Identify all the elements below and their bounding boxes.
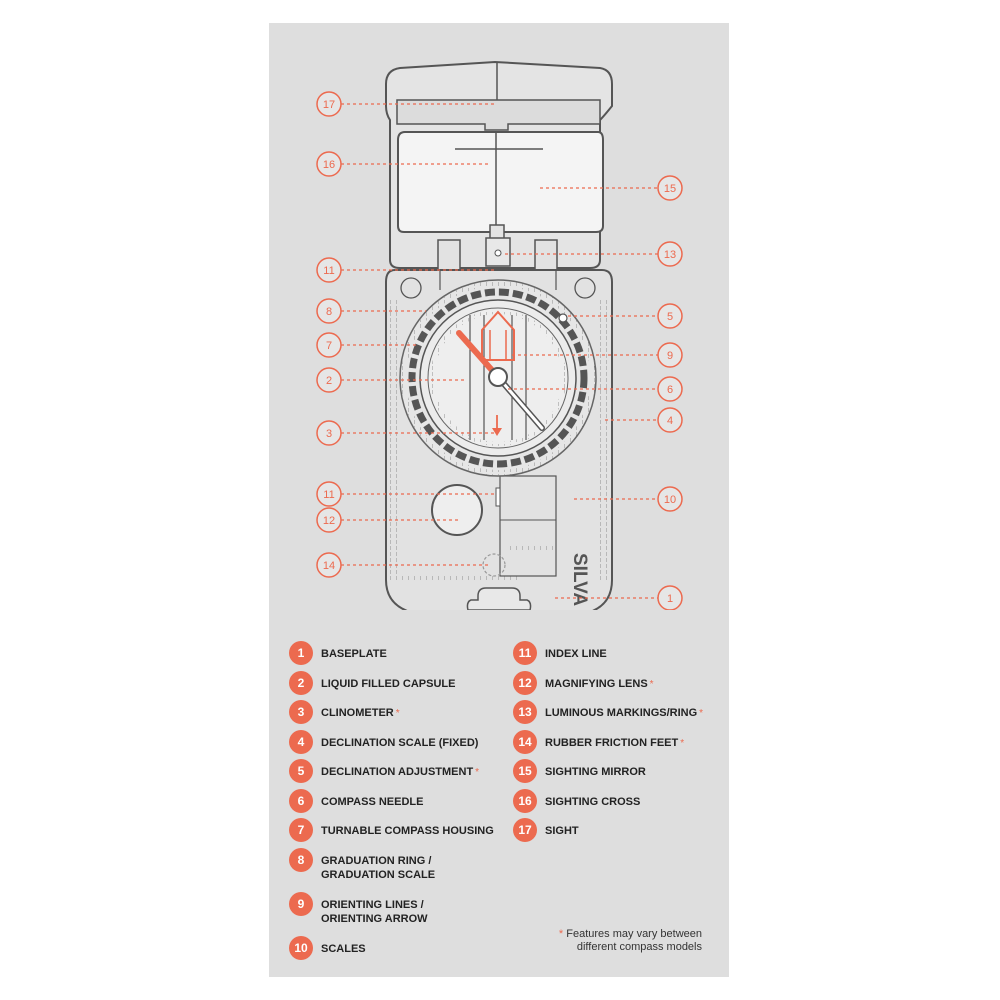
legend-label: SCALES: [321, 943, 366, 955]
callout-3: [317, 421, 341, 445]
callout-14: [317, 553, 341, 577]
legend-item: [513, 671, 654, 695]
legend-label: DECLINATION SCALE (FIXED): [321, 737, 479, 749]
legend-number: 15: [513, 759, 537, 783]
legend-item: [289, 848, 435, 882]
legend-number: 2: [289, 671, 313, 695]
silva-logo: SILVA: [569, 553, 590, 607]
legend-label: DECLINATION ADJUSTMENT *: [321, 766, 480, 778]
legend-number: 8: [289, 848, 313, 872]
svg-text:10: 10: [663, 494, 677, 506]
svg-text:5: 5: [666, 311, 674, 323]
legend-label: CLINOMETER *: [321, 707, 400, 719]
legend-item: [289, 892, 428, 926]
legend-item: [513, 818, 579, 842]
legend-label: INDEX LINE: [545, 648, 607, 660]
callout-17: [317, 92, 341, 116]
legend-number: 13: [513, 700, 537, 724]
callout-11a: [317, 258, 341, 282]
legend-number: 17: [513, 818, 537, 842]
legend-item: [289, 671, 455, 695]
legend-item: [289, 789, 423, 813]
legend-number: 6: [289, 789, 313, 813]
callout-2: [317, 368, 341, 392]
footnote-line1: Features may vary between: [566, 928, 702, 940]
legend-label: RUBBER FRICTION FEET *: [545, 737, 685, 749]
svg-text:11: 11: [323, 265, 335, 277]
compass-housing: [400, 280, 596, 476]
legend-label: LIQUID FILLED CAPSULE: [321, 678, 456, 690]
callout-1: [658, 586, 682, 610]
legend-number: 16: [513, 789, 537, 813]
svg-text:13: 13: [663, 249, 677, 261]
callout-5: [658, 304, 682, 328]
svg-text:2: 2: [325, 375, 333, 387]
callout-13: [658, 242, 682, 266]
legend-label: COMPASS NEEDLE: [321, 796, 424, 808]
svg-text:14: 14: [322, 560, 336, 572]
callout-8: [317, 299, 341, 323]
legend-number: 7: [289, 818, 313, 842]
footnote-line2: different compass models: [576, 941, 702, 953]
legend-number: 12: [513, 671, 537, 695]
legend-number: 3: [289, 700, 313, 724]
svg-text:17: 17: [322, 99, 336, 111]
footnote: [520, 928, 702, 954]
mirror-lid: [386, 62, 612, 270]
callout-9: [658, 343, 682, 367]
legend-label: MAGNIFYING LENS *: [545, 678, 654, 690]
svg-text:6: 6: [666, 384, 674, 396]
legend-number: 4: [289, 730, 313, 754]
legend-item: [289, 936, 366, 960]
callout-15: [658, 176, 682, 200]
svg-text:16: 16: [322, 159, 336, 171]
legend-item: [513, 641, 607, 665]
legend-number: 11: [513, 641, 537, 665]
legend-item: [289, 730, 478, 754]
sighting-mirror: [398, 132, 603, 232]
legend-number: 1: [289, 641, 313, 665]
legend-label: SIGHT: [545, 825, 579, 837]
legend-item: [513, 759, 646, 783]
callout-11b: [317, 482, 341, 506]
legend-label: SIGHTING CROSS: [545, 796, 641, 808]
svg-text:7: 7: [325, 340, 333, 352]
svg-text:9: 9: [666, 350, 674, 362]
callout-6: [658, 377, 682, 401]
legend-item: [513, 700, 703, 724]
callout-7: [317, 333, 341, 357]
callout-16: [317, 152, 341, 176]
legend-number: 10: [289, 936, 313, 960]
svg-text:4: 4: [666, 415, 674, 427]
legend-item: [513, 789, 640, 813]
legend-label: LUMINOUS MARKINGS/RING *: [545, 707, 704, 719]
legend-item: [289, 700, 400, 724]
callout-4: [658, 408, 682, 432]
footnote-star: *: [558, 928, 564, 940]
legend-label: SIGHTING MIRROR: [545, 766, 646, 778]
legend-item: [513, 730, 684, 754]
svg-text:3: 3: [325, 428, 333, 440]
legend-label: GRADUATION RING / GRADUATION SCALE: [321, 855, 436, 881]
legend-item: [289, 818, 494, 842]
legend-label: BASEPLATE: [321, 648, 387, 660]
callout-10: [658, 487, 682, 511]
legend-number: 9: [289, 892, 313, 916]
svg-text:1: 1: [666, 593, 674, 605]
legend-item: [289, 641, 387, 665]
legend-item: [289, 759, 479, 783]
legend-label: ORIENTING LINES / ORIENTING ARROW: [321, 899, 428, 925]
legend-number: 5: [289, 759, 313, 783]
callout-12: [317, 508, 341, 532]
legend-label: TURNABLE COMPASS HOUSING: [321, 825, 494, 837]
svg-text:11: 11: [323, 489, 335, 501]
svg-text:12: 12: [322, 515, 336, 527]
legend-number: 14: [513, 730, 537, 754]
svg-text:15: 15: [663, 183, 677, 195]
svg-text:8: 8: [325, 306, 333, 318]
